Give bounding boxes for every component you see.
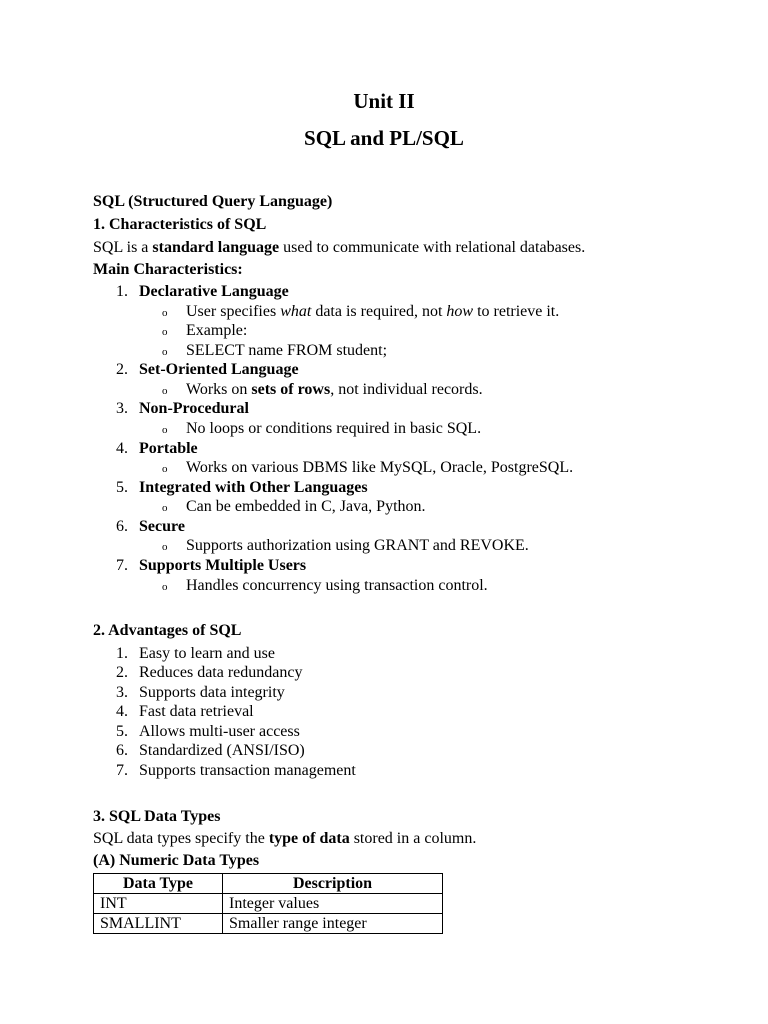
bullet-marker: o xyxy=(162,581,168,593)
bullet-text: User specifies what data is required, not how to retrieve it. xyxy=(186,303,560,320)
bullet-marker: o xyxy=(162,385,168,397)
advantage-item: Standardized (ANSI/ISO) xyxy=(139,742,305,759)
characteristic-title: Declarative Language xyxy=(139,283,289,300)
advantage-item: Supports data integrity xyxy=(139,684,285,701)
table-cell: Integer values xyxy=(223,894,443,914)
main-characteristics-label: Main Characteristics: xyxy=(93,261,243,278)
list-number: 6. xyxy=(116,518,128,535)
list-number: 2. xyxy=(116,664,128,681)
characteristic-title: Non-Procedural xyxy=(139,400,249,417)
characteristic-title: Set-Oriented Language xyxy=(139,361,299,378)
section-2-heading: 2. Advantages of SQL xyxy=(93,622,242,639)
bullet-marker: o xyxy=(162,346,168,358)
table-row xyxy=(94,914,443,934)
list-number: 7. xyxy=(116,762,128,779)
table-cell: Smaller range integer xyxy=(223,914,443,934)
section-1-heading: 1. Characteristics of SQL xyxy=(93,216,267,233)
list-number: 1. xyxy=(116,283,128,300)
list-number: 3. xyxy=(116,400,128,417)
bullet-marker: o xyxy=(162,502,168,514)
list-number: 2. xyxy=(116,361,128,378)
advantage-item: Supports transaction management xyxy=(139,762,356,779)
advantage-item: Fast data retrieval xyxy=(139,703,254,720)
table-cell: INT xyxy=(94,894,223,914)
subject-title: SQL and PL/SQL xyxy=(304,126,464,150)
characteristic-title: Secure xyxy=(139,518,185,535)
advantage-item: Easy to learn and use xyxy=(139,645,275,662)
bullet-text: No loops or conditions required in basic SQL. xyxy=(186,420,482,437)
characteristic-title: Supports Multiple Users xyxy=(139,557,307,574)
sql-heading: SQL (Structured Query Language) xyxy=(93,193,333,210)
bullet-marker: o xyxy=(162,326,168,338)
characteristic-title: Portable xyxy=(139,440,198,457)
bullet-marker: o xyxy=(162,307,168,319)
bullet-text: Example: xyxy=(186,322,248,339)
bullet-text: Works on various DBMS like MySQL, Oracle, PostgreSQL. xyxy=(186,459,574,476)
table-row xyxy=(94,894,443,914)
list-number: 4. xyxy=(116,703,128,720)
column-header: Data Type xyxy=(94,874,223,894)
bullet-marker: o xyxy=(162,463,168,475)
list-number: 7. xyxy=(116,557,128,574)
list-number: 3. xyxy=(116,684,128,701)
advantage-item: Reduces data redundancy xyxy=(139,664,303,681)
unit-title: Unit II xyxy=(353,89,415,113)
list-number: 5. xyxy=(116,723,128,740)
bullet-text: Handles concurrency using transaction control. xyxy=(186,577,488,594)
table-header-row xyxy=(94,874,443,894)
bullet-text: SELECT name FROM student; xyxy=(186,342,388,359)
section-3-heading: 3. SQL Data Types xyxy=(93,808,221,825)
numeric-types-subheading: (A) Numeric Data Types xyxy=(93,852,260,869)
column-header: Description xyxy=(223,874,443,894)
bullet-text: Can be embedded in C, Java, Python. xyxy=(186,498,426,515)
table-cell: SMALLINT xyxy=(94,914,223,934)
list-number: 6. xyxy=(116,742,128,759)
list-number: 1. xyxy=(116,645,128,662)
advantage-item: Allows multi-user access xyxy=(139,723,300,740)
list-number: 4. xyxy=(116,440,128,457)
bullet-text: Works on sets of rows, not individual records. xyxy=(186,381,483,398)
section-1-intro: SQL is a standard language used to communicate with relational databases. xyxy=(93,239,586,256)
characteristic-title: Integrated with Other Languages xyxy=(139,479,368,496)
section-3-intro: SQL data types specify the type of data stored in a column. xyxy=(93,830,477,847)
bullet-text: Supports authorization using GRANT and REVOKE. xyxy=(186,537,529,554)
numeric-data-types-table xyxy=(93,873,443,934)
bullet-marker: o xyxy=(162,541,168,553)
list-number: 5. xyxy=(116,479,128,496)
bullet-marker: o xyxy=(162,424,168,436)
